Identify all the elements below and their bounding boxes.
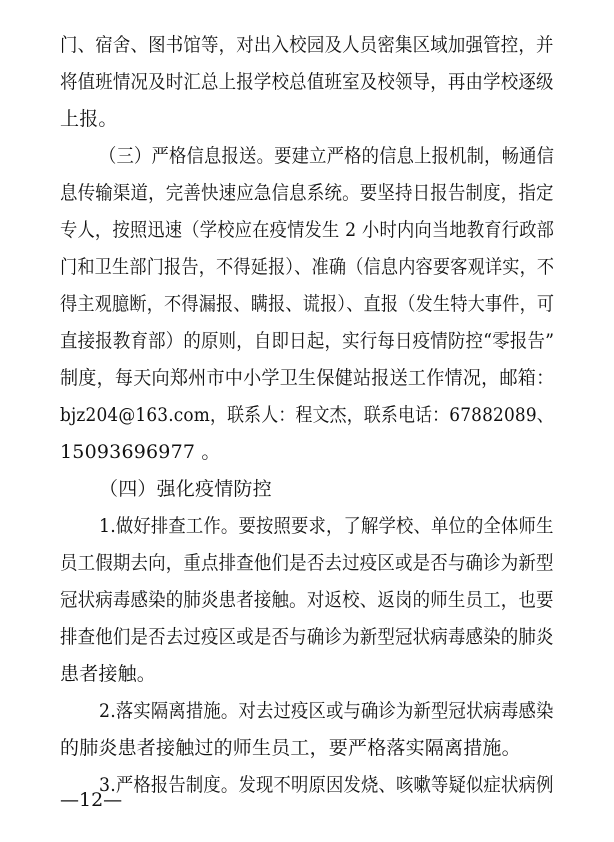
text-line: 直接报教育部）的原则，自即日起，实行每日疫情防控“零报告”	[60, 330, 555, 352]
text-line: 员工假期去向，重点排查他们是否去过疫区或是否与确诊为新型	[60, 552, 554, 574]
text-line: 患者接触。	[60, 663, 157, 685]
text-line: 得主观臆断，不得漏报、瞒报、谎报）、直报（发生特大事件，可	[60, 293, 555, 315]
text-line: 息传输渠道，完善快速应急信息系统。要坚持日报告制度，指定	[60, 182, 554, 204]
text-line: 将值班情况及时汇总上报学校总值班室及校领导，再由学校逐级	[60, 71, 554, 93]
text-line: 上报。	[60, 108, 118, 130]
text-line: 门和卫生部门报告，不得延报）、准确（信息内容要客观详实，不	[60, 256, 555, 278]
text-line: 制度，每天向郑州市中小学卫生保健站报送工作情况，邮箱：	[60, 367, 555, 389]
text-line: 专人，按照迅速（学校应在疫情发生 2 小时内向当地教育行政部	[60, 219, 555, 241]
page-number: —12—	[60, 789, 123, 811]
item-one-heading: 1.做好排查工作。要按照要求，了解学校、单位的全体师生	[99, 515, 554, 537]
item-three-heading: 3.严格报告制度。发现不明原因发烧、咳嗽等疑似症状病例	[99, 774, 554, 796]
text-line: 排查他们是否去过疫区或是否与确诊为新型冠状病毒感染的肺炎	[60, 626, 554, 648]
text-line: 门、宿舍、图书馆等，对出入校园及人员密集区域加强管控，并	[60, 34, 554, 56]
item-two-heading: 2.落实隔离措施。对去过疫区或与确诊为新型冠状病毒感染	[99, 700, 554, 722]
contact-line: bjz204@163.com，联系人：程文杰，联系电话：67882089、	[60, 404, 554, 426]
text-line: 冠状病毒感染的肺炎患者接触。对返校、返岗的师生员工，也要	[60, 589, 554, 611]
text-line: 的肺炎患者接触过的师生员工，要严格落实隔离措施。	[60, 737, 521, 759]
section-heading-four: （四）强化疫情防控	[99, 478, 272, 500]
section-heading-three: （三）严格信息报送。要建立严格的信息上报机制，畅通信	[99, 145, 555, 167]
phone-line: 15093696977 。	[60, 441, 221, 463]
